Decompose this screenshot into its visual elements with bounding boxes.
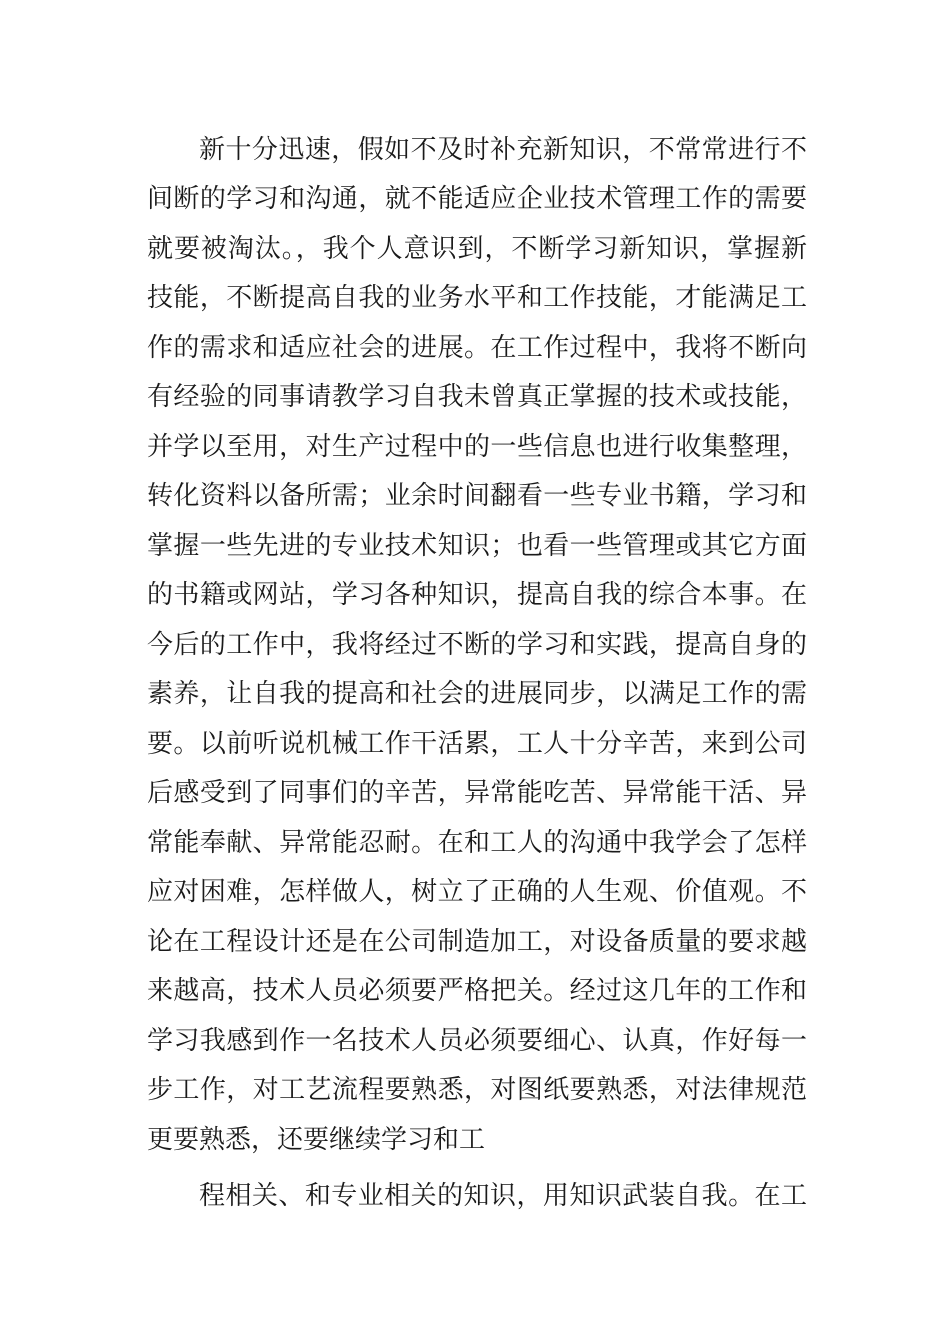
text-line: 新十分迅速，假如不及时补充新知识，不常常进行不 [199,135,807,165]
text-line: 程相关、和专业相关的知识，用知识武装自我。在工 [199,1181,807,1211]
text-line: 要。以前听说机械工作干活累，工人十分辛苦，来到公司 [147,729,807,759]
text-line: 并学以至用，对生产过程中的一些信息也进行收集整理， [147,432,807,462]
text-line: 后感受到了同事们的辛苦，异常能吃苦、异常能干活、异 [147,778,807,808]
text-line: 应对困难，怎样做人，树立了正确的人生观、价值观。不 [147,877,807,907]
text-line: 更要熟悉，还要继续学习和工 [147,1125,486,1155]
text-line: 掌握一些先进的专业技术知识；也看一些管理或其它方面 [147,531,807,561]
text-line: 间断的学习和沟通，就不能适应企业技术管理工作的需要 [147,184,807,214]
text-line: 常能奉献、异常能忍耐。在和工人的沟通中我学会了怎样 [147,828,807,858]
text-line: 就要被淘汰。，我个人意识到，不断学习新知识，掌握新 [147,234,807,264]
text-line: 素养，让自我的提高和社会的进展同步，以满足工作的需 [147,679,807,709]
text-line: 作的需求和适应社会的进展。在工作过程中，我将不断向 [147,333,807,363]
text-line: 步工作，对工艺流程要熟悉，对图纸要熟悉，对法律规范 [147,1075,807,1105]
text-line: 论在工程设计还是在公司制造加工，对设备质量的要求越 [147,927,807,957]
text-line: 转化资料以备所需；业余时间翻看一些专业书籍，学习和 [147,481,807,511]
text-line: 的书籍或网站，学习各种知识，提高自我的综合本事。在 [147,580,807,610]
text-line: 今后的工作中，我将经过不断的学习和实践，提高自身的 [147,630,807,660]
text-line: 有经验的同事请教学习自我未曾真正掌握的技术或技能， [147,382,807,412]
text-line: 来越高，技术人员必须要严格把关。经过这几年的工作和 [147,976,807,1006]
text-line: 技能，不断提高自我的业务水平和工作技能，才能满足工 [147,283,807,313]
text-line: 学习我感到作一名技术人员必须要细心、认真，作好每一 [147,1026,807,1056]
